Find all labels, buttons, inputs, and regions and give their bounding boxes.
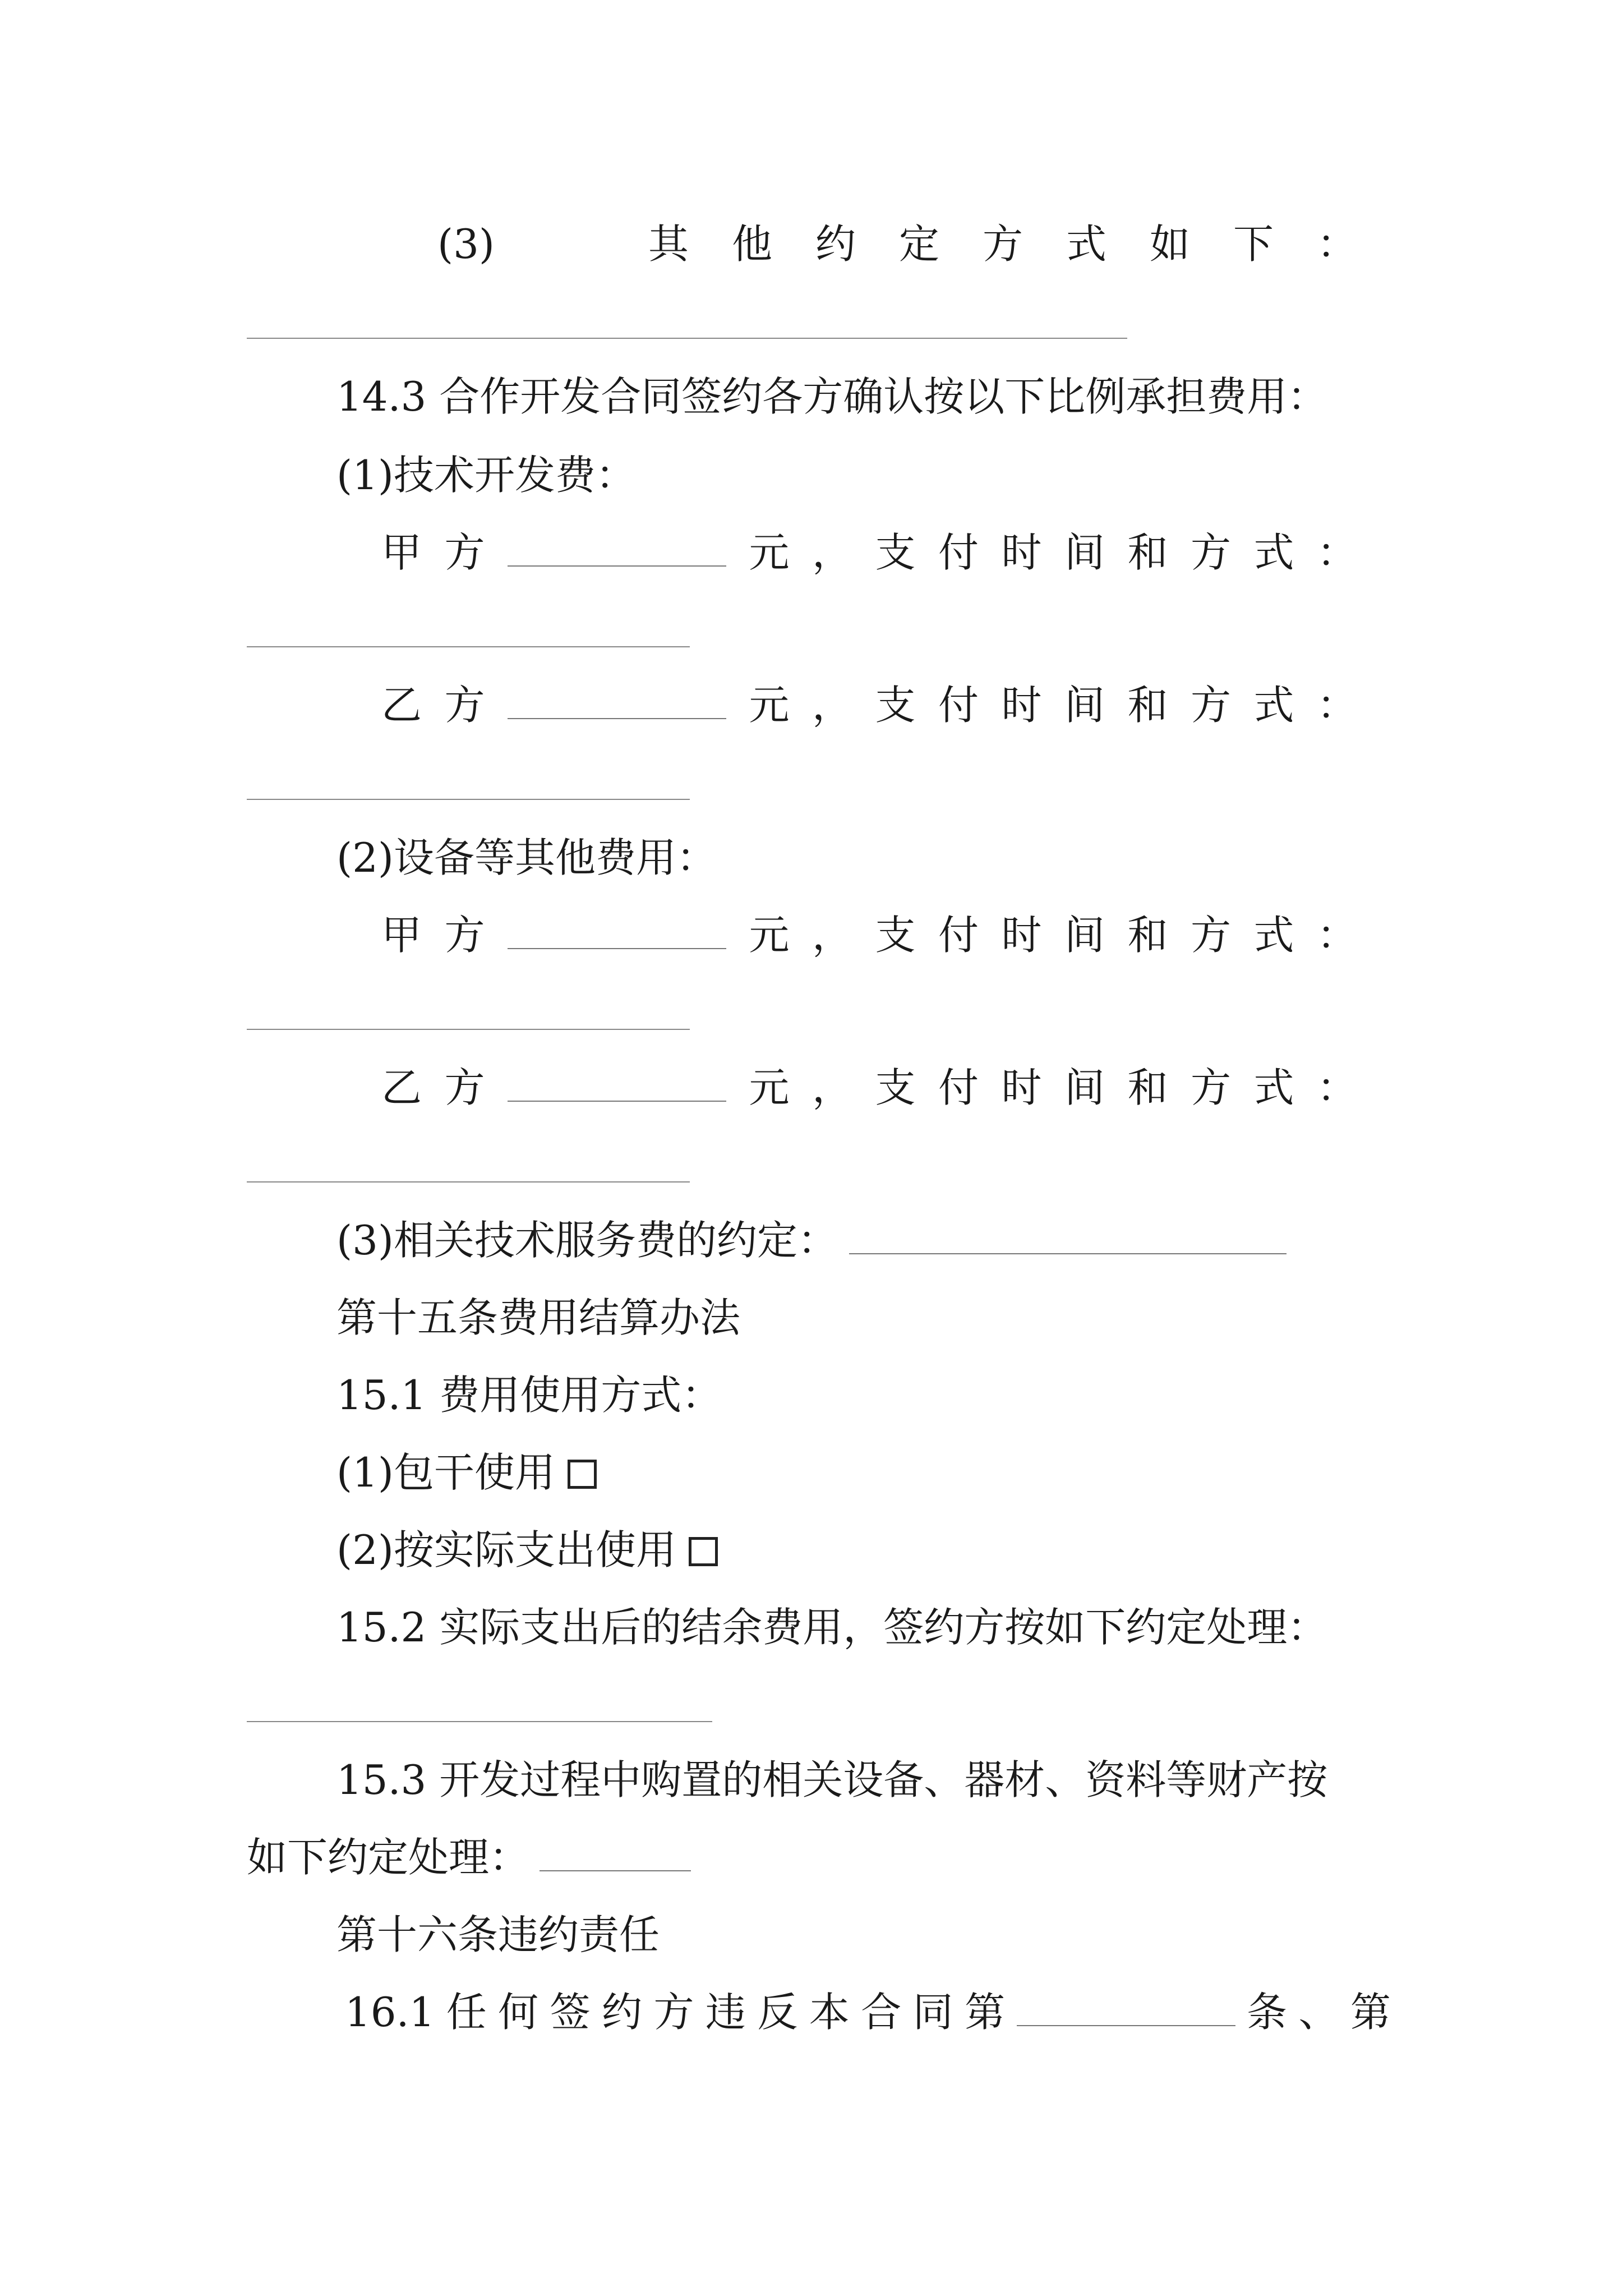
- item-number: (3): [437, 220, 495, 268]
- party-a-tech-fee-line: 甲 方 元 ， 支 付 时 间 和 方 式 ：: [381, 529, 1357, 576]
- property-handling-blank[interactable]: [540, 1835, 691, 1871]
- fill-in-blank[interactable]: [247, 1181, 690, 1182]
- clause-15-3-line2: 如下约定处理：: [247, 1832, 691, 1883]
- fill-in-blank[interactable]: [247, 338, 1127, 339]
- clause-14-3: 14.3 合作开发合同签约各方确认按以下比例承担费用：: [336, 373, 1328, 420]
- clause-16-1: 16.1 任 何 签 约 方 违 反 本 合 同 第 条 、 第: [345, 1989, 1391, 2036]
- article-15-heading: 第十五条费用结算办法: [336, 1294, 741, 1341]
- fill-in-blank[interactable]: [247, 799, 690, 800]
- service-fee-blank[interactable]: [849, 1218, 1287, 1254]
- article-16-heading: 第十六条违约责任: [336, 1911, 660, 1958]
- clause-15-3-line1: 15.3 开发过程中购置的相关设备、器材、资料等财产按: [336, 1756, 1328, 1803]
- amount-blank[interactable]: [508, 913, 726, 949]
- fill-in-blank[interactable]: [247, 646, 690, 647]
- party-b-tech-fee-line: 乙 方 元 ， 支 付 时 间 和 方 式 ：: [381, 682, 1357, 729]
- amount-blank[interactable]: [508, 1066, 726, 1102]
- amount-blank[interactable]: [508, 531, 726, 567]
- service-fee-line: (3)相关技术服务费的约定：: [336, 1215, 1287, 1266]
- party-a-equipment-line: 甲 方 元 ， 支 付 时 间 和 方 式 ：: [381, 912, 1357, 959]
- option-lump-sum: (1)包干使用: [336, 1447, 597, 1498]
- fill-in-blank[interactable]: [247, 1029, 690, 1030]
- option-actual-expense: (2)按实际支出使用: [336, 1525, 718, 1575]
- equipment-heading: (2)设备等其他费用：: [336, 834, 717, 881]
- actual-expense-checkbox[interactable]: [689, 1537, 718, 1566]
- tech-fee-heading: (1)技术开发费：: [336, 452, 636, 499]
- party-b-equipment-line: 乙 方 元 ， 支 付 时 间 和 方 式 ：: [381, 1064, 1357, 1111]
- lump-sum-checkbox[interactable]: [568, 1460, 597, 1489]
- other-method-line: (3) 其 他 约 定 方 式 如 下 ：: [437, 219, 1357, 269]
- article-number-blank[interactable]: [1017, 1990, 1235, 2026]
- fill-in-blank[interactable]: [247, 1721, 712, 1722]
- amount-blank[interactable]: [508, 683, 726, 719]
- clause-15-2: 15.2 实际支出后的结余费用，签约方按如下约定处理：: [336, 1604, 1328, 1651]
- clause-15-1: 15.1 费用使用方式：: [336, 1372, 722, 1419]
